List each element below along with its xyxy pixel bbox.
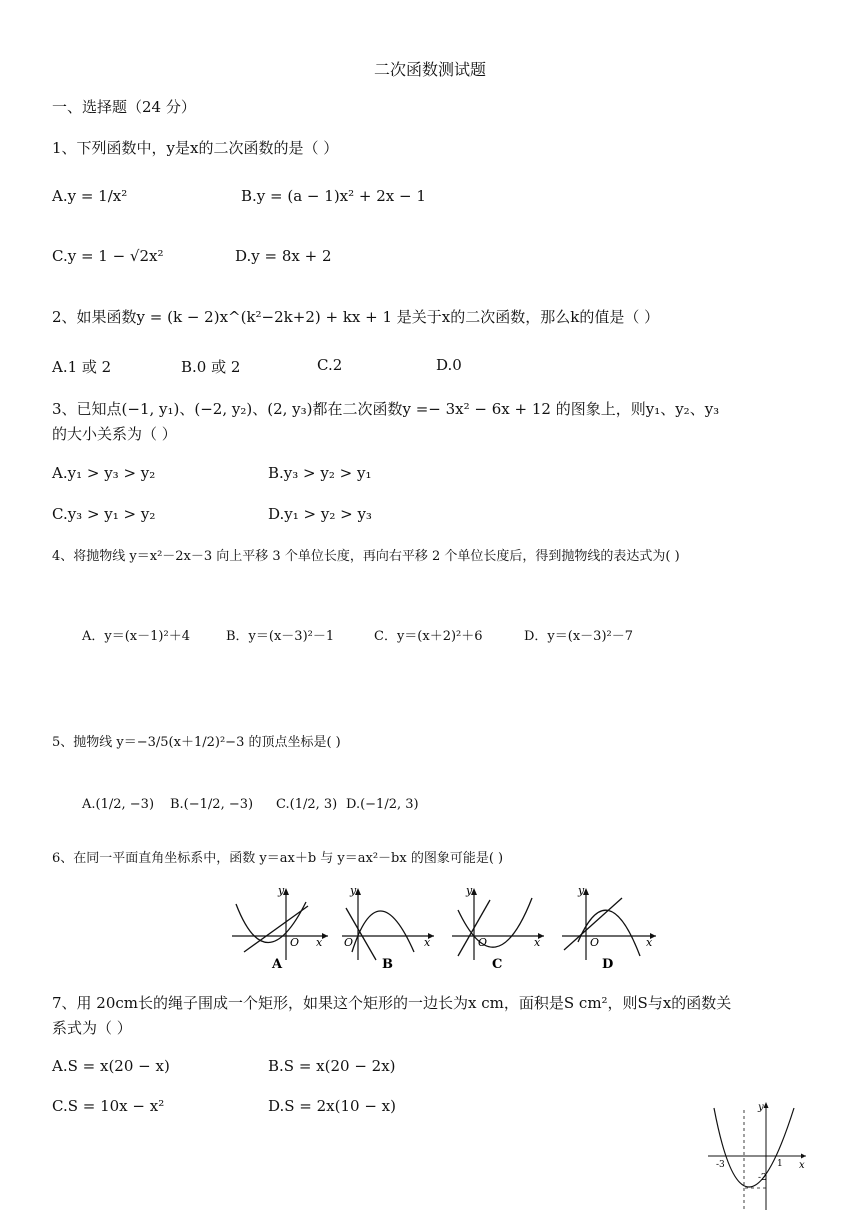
corner-tick-neg3: -3 (716, 1160, 725, 1170)
q6-label-a: A (272, 957, 283, 972)
q6-graph-b (342, 884, 434, 972)
q5-option-d: D.(−1/2, 3) (346, 797, 419, 812)
q6-d-x-label: x (646, 936, 653, 949)
q4-option-a: A．y＝(x－1)²＋4 (82, 629, 190, 644)
q7-option-a: A.S = x(20 − x) (52, 1057, 170, 1075)
q7-stem-line2: 系式为（ ） (52, 1019, 132, 1037)
q4-option-b: B．y＝(x－3)²－1 (226, 629, 335, 644)
q7-option-c: C.S = 10x − x² (52, 1097, 165, 1115)
q6-c-x-label: x (534, 936, 541, 949)
q5-stem: 5、抛物线 y＝−3/5(x＋1/2)²−3 的顶点坐标是( ) (52, 735, 341, 750)
q6-b-x-label: x (424, 936, 431, 949)
q6-graph-c (452, 884, 544, 972)
q6-label-b: B (382, 957, 393, 972)
q1-option-b: B.y = (a − 1)x² + 2x − 1 (241, 187, 426, 205)
q7-stem-line1: 7、用 20cm长的绳子围成一个矩形，如果这个矩形的一边长为x cm，面积是S cm²，则S与x的函数关 (52, 994, 732, 1012)
q6-a-origin-label: O (290, 936, 300, 949)
q6-d-origin-label: O (590, 936, 600, 949)
q6-a-x-label: x (316, 936, 323, 949)
q6-graphs (228, 880, 668, 975)
q6-graph-d (562, 884, 656, 972)
q5-option-c: C.(1/2, 3) (276, 797, 338, 812)
corner-tick-neg2: -2 (758, 1173, 767, 1183)
q5-option-a: A.(1/2, −3) (82, 797, 155, 812)
q1-option-c: C.y = 1 − √2x² (52, 247, 164, 265)
q4-stem: 4、将抛物线 y＝x²－2x－3 向上平移 3 个单位长度，再向右平移 2 个单位长度后，得到抛物线的表达式为( ) (52, 549, 680, 564)
section-heading: 一、选择题（24 分） (52, 98, 196, 116)
q4-option-d: D．y＝(x－3)²－7 (524, 629, 633, 644)
q6-stem: 6、在同一平面直角坐标系中，函数 y＝ax＋b 与 y＝ax²－bx 的图象可能是( ) (52, 851, 504, 866)
corner-parabola-graph (706, 1098, 810, 1210)
q3-option-b: B.y₃ > y₂ > y₁ (268, 464, 372, 482)
q2-option-c: C.2 (317, 356, 343, 374)
q1-option-d: D.y = 8x + 2 (235, 247, 332, 265)
q6-graph-a (232, 884, 328, 972)
q1-option-a: A.y = 1/x² (52, 187, 128, 205)
q3-option-a: A.y₁ > y₃ > y₂ (52, 464, 156, 482)
q7-option-d: D.S = 2x(10 − x) (268, 1097, 396, 1115)
q3-option-d: D.y₁ > y₂ > y₃ (268, 505, 372, 523)
q1-stem: 1、下列函数中，y是x的二次函数的是（ ） (52, 139, 339, 157)
q6-label-c: C (492, 957, 503, 972)
q3-stem-line2: 的大小关系为（ ） (52, 425, 177, 443)
q2-option-d: D.0 (436, 356, 462, 374)
q6-b-y-label: y (350, 884, 357, 897)
q6-a-y-label: y (278, 884, 285, 897)
q2-option-a: A.1 或 2 (52, 358, 112, 376)
q4-option-c: C．y＝(x＋2)²＋6 (374, 629, 483, 644)
q6-b-origin-label: O (344, 936, 354, 949)
q6-c-y-label: y (466, 884, 473, 897)
q6-label-d: D (602, 957, 614, 972)
corner-tick-1: 1 (777, 1159, 783, 1169)
q3-option-c: C.y₃ > y₁ > y₂ (52, 505, 156, 523)
q6-c-origin-label: O (478, 936, 488, 949)
page-title: 二次函数测试题 (373, 60, 486, 79)
corner-y-label: y (758, 1102, 764, 1113)
q7-option-b: B.S = x(20 − 2x) (268, 1057, 396, 1075)
q2-option-b: B.0 或 2 (181, 358, 241, 376)
q2-stem: 2、如果函数y = (k − 2)x^(k²−2k+2) + kx + 1 是关于x的二次函数，那么k的值是（ ） (52, 308, 660, 326)
q6-d-y-label: y (578, 884, 585, 897)
corner-x-label: x (799, 1160, 805, 1171)
q3-stem-line1: 3、已知点(−1, y₁)、(−2, y₂)、(2, y₃)都在二次函数y =− 3x² − 6x + 12 的图象上，则y₁、y₂、y₃ (52, 400, 720, 418)
q5-option-b: B.(−1/2, −3) (170, 797, 254, 812)
